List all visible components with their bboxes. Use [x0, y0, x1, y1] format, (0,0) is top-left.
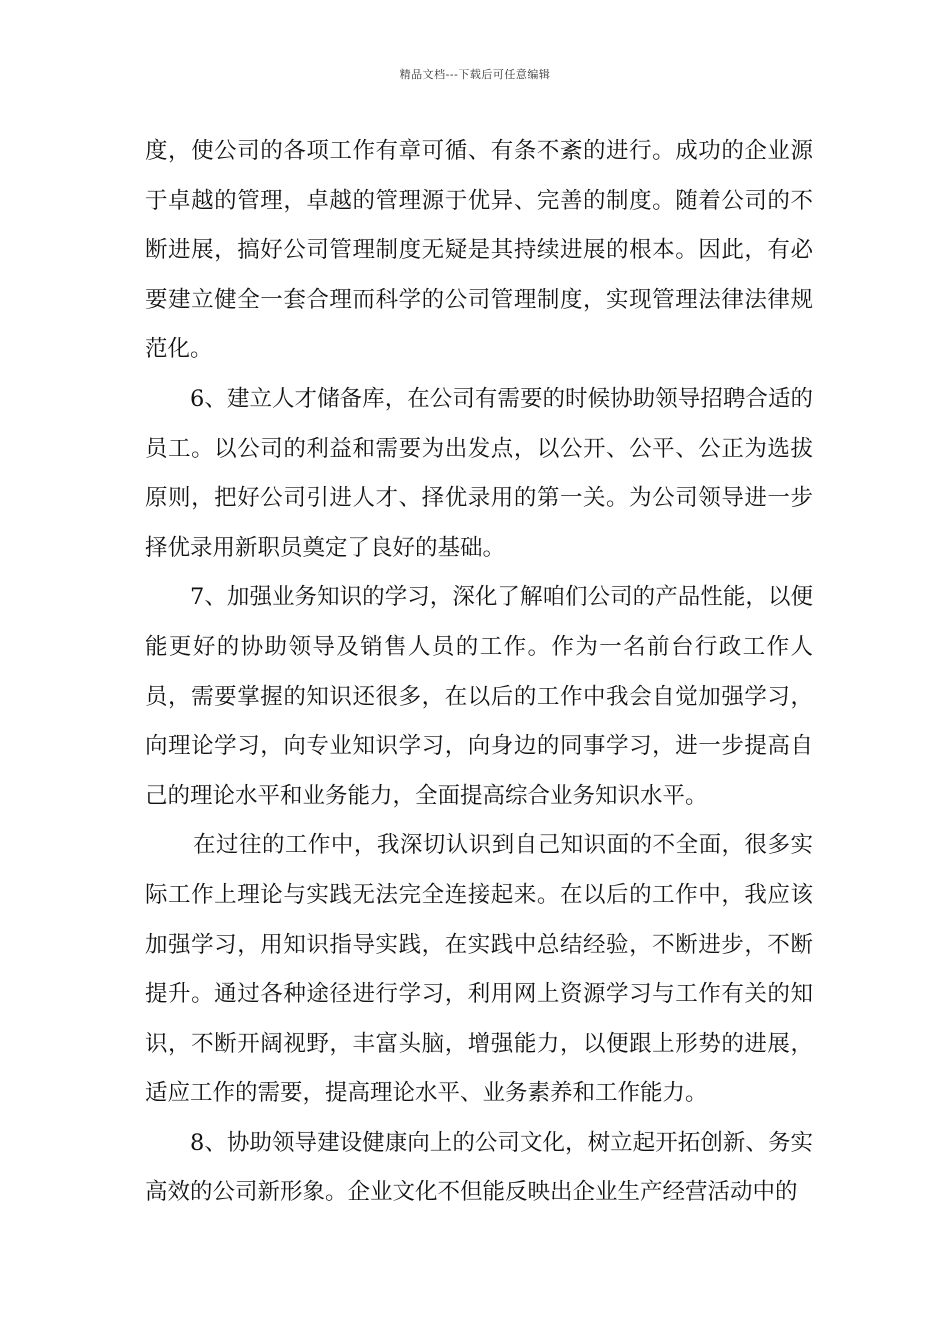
document-body	[145, 127, 813, 1218]
paragraph-item-7: 7、加强业务知识的学习，深化了解咱们公司的产品性能，以便能更好的协助领导及销售人员的工作。作为一名前台行政工作人员，需要掌握的知识还很多，在以后的工作中我会自觉加强学习，向理论学习，向专业知识学习，向身边的同事学习，进一步提高自己的理论水平和业务能力，全面提高综合业务知识水平。	[145, 584, 813, 809]
paragraph-continuation: 度，使公司的各项工作有章可循、有条不紊的进行。成功的企业源于卓越的管理，卓越的管理源于优异、完善的制度。随着公司的不断进展，搞好公司管理制度无疑是其持续进展的根本。因此，有必要建立健全一套合理而科学的公司管理制度，实现管理法律法律规范化。	[145, 138, 813, 363]
paragraph-item-6: 6、建立人才储备库，在公司有需要的时候协助领导招聘合适的员工。以公司的利益和需要为出发点，以公开、公平、公正为选拔原则，把好公司引进人才、择优录用的第一关。为公司领导进一步择优录用新职员奠定了良好的基础。	[145, 385, 813, 561]
paragraph-reflection: 在过往的工作中，我深切认识到自己知识面的不全面，很多实际工作上理论与实践无法完全连接起来。在以后的工作中，我应该加强学习，用知识指导实践，在实践中总结经验，不断进步，不断提升。通过各种途径进行学习，利用网上资源学习与工作有关的知识，不断开阔视野，丰富头脑，增强能力，以便跟上形势的进展，适应工作的需要，提高理论水平、业务素养和工作能力。	[145, 832, 813, 1107]
paragraph-item-8: 8、协助领导建设健康向上的公司文化，树立起开拓创新、务实高效的公司新形象。企业文化不但能反映出企业生产经营活动中的	[145, 1129, 813, 1206]
page-header: 精品文档---下载后可任意编辑	[399, 68, 551, 81]
